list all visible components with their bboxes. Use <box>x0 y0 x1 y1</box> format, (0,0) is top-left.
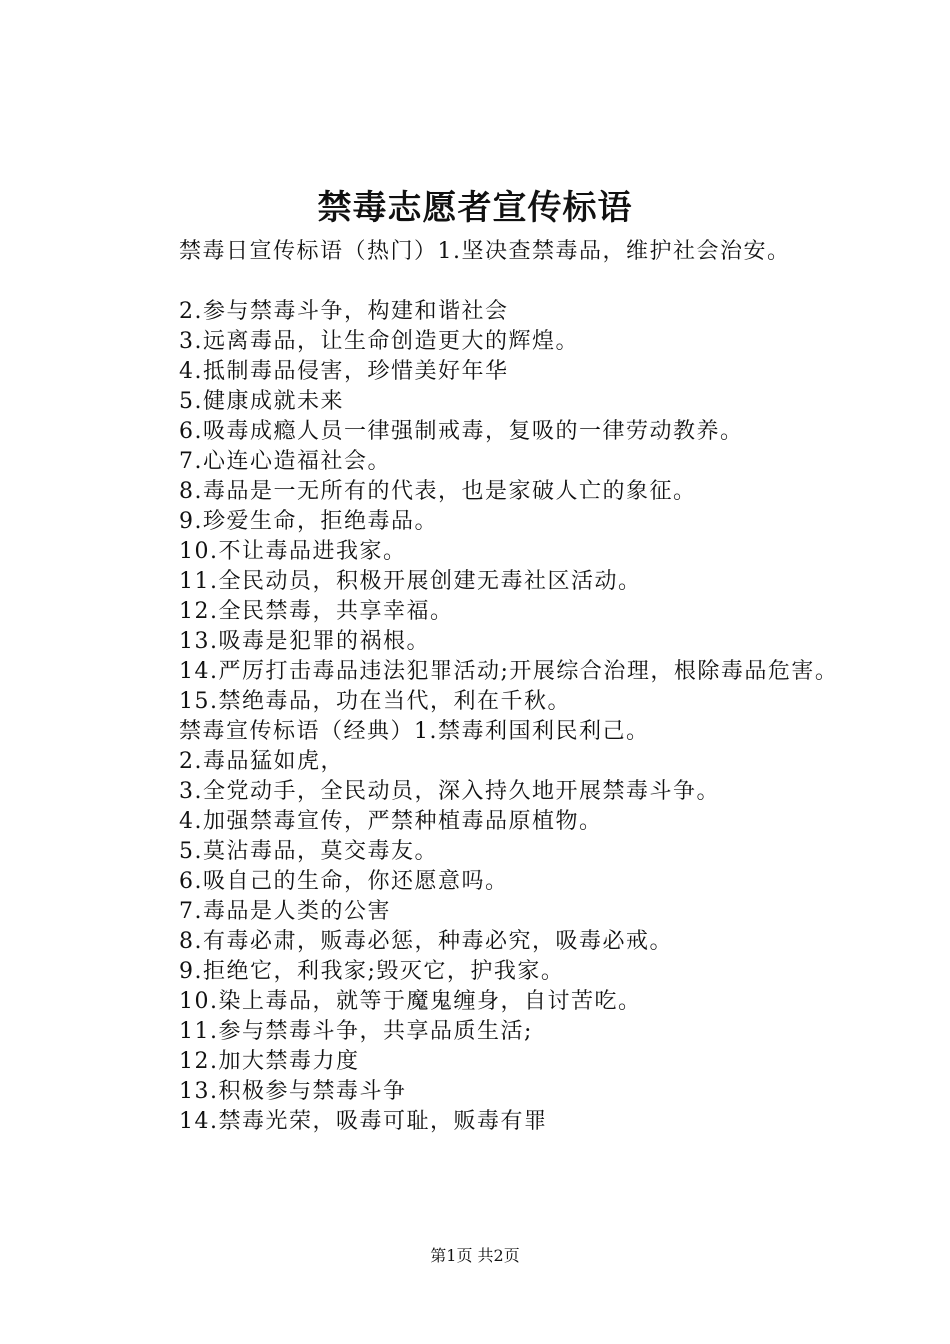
slogan-line: 2.参与禁毒斗争，构建和谐社会 <box>179 299 509 324</box>
slogan-line: 9.拒绝它，利我家;毁灭它，护我家。 <box>179 959 565 984</box>
slogan-line: 11.全民动员，积极开展创建无毒社区活动。 <box>179 569 642 594</box>
section-heading-classic: 禁毒宣传标语（经典）1.禁毒利国利民利己。 <box>179 719 650 744</box>
slogan-line: 7.心连心造福社会。 <box>179 449 391 474</box>
slogan-line: 2.毒品猛如虎， <box>179 749 344 774</box>
slogan-line: 11.参与禁毒斗争，共享品质生活; <box>179 1019 533 1044</box>
slogan-line: 15.禁绝毒品，功在当代，利在千秋。 <box>179 689 571 714</box>
slogan-line: 13.积极参与禁毒斗争 <box>179 1079 407 1104</box>
slogan-line: 14.严厉打击毒品违法犯罪活动;开展综合治理，根除毒品危害。 <box>179 659 839 684</box>
slogan-line: 4.加强禁毒宣传，严禁种植毒品原植物。 <box>179 809 603 834</box>
document-title: 禁毒志愿者宣传标语 <box>317 188 633 228</box>
document-body <box>131 237 861 1137</box>
slogan-line: 5.健康成就未来 <box>179 389 344 414</box>
slogan-line: 7.毒品是人类的公害 <box>179 899 391 924</box>
slogan-line: 6.吸毒成瘾人员一律强制戒毒，复吸的一律劳动教养。 <box>179 419 744 444</box>
slogan-line: 6.吸自己的生命，你还愿意吗。 <box>179 869 509 894</box>
slogan-line: 8.有毒必肃，贩毒必惩，种毒必究，吸毒必戒。 <box>179 929 673 954</box>
slogan-line: 14.禁毒光荣，吸毒可耻，贩毒有罪 <box>179 1109 548 1134</box>
slogan-line: 10.染上毒品，就等于魔鬼缠身，自讨苦吃。 <box>179 989 642 1014</box>
slogan-line: 13.吸毒是犯罪的祸根。 <box>179 629 430 654</box>
section-heading-hot: 禁毒日宣传标语（热门）1.坚决查禁毒品，维护社会治安。 <box>179 239 791 264</box>
slogan-line: 8.毒品是一无所有的代表，也是家破人亡的象征。 <box>179 479 697 504</box>
slogan-line: 3.远离毒品，让生命创造更大的辉煌。 <box>179 329 579 354</box>
slogan-line: 12.加大禁毒力度 <box>179 1049 360 1074</box>
slogan-line: 3.全党动手，全民动员，深入持久地开展禁毒斗争。 <box>179 779 720 804</box>
slogan-line: 10.不让毒品进我家。 <box>179 539 407 564</box>
slogan-line: 9.珍爱生命，拒绝毒品。 <box>179 509 438 534</box>
slogan-line: 5.莫沾毒品，莫交毒友。 <box>179 839 438 864</box>
slogan-line: 4.抵制毒品侵害，珍惜美好年华 <box>179 359 509 384</box>
slogan-line: 12.全民禁毒，共享幸福。 <box>179 599 454 624</box>
page-footer: 第1页 共2页 <box>430 1246 520 1265</box>
